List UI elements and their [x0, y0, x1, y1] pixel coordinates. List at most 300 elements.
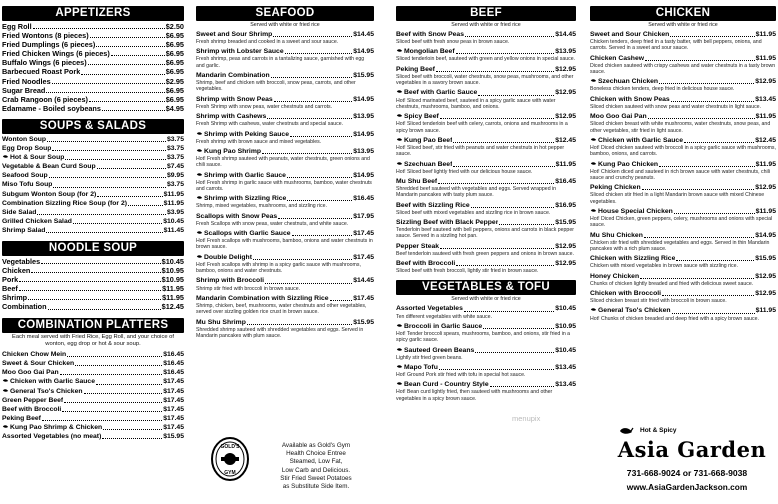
- menu-item-price: $17.45: [353, 294, 374, 302]
- leader-dots: [439, 369, 554, 370]
- leader-dots: [267, 118, 352, 119]
- menu-item-name: Broccoli in Garlic Sauce: [396, 322, 482, 331]
- menu-item-price: $17.45: [163, 423, 184, 431]
- leader-dots: [640, 278, 754, 279]
- hot-pepper-icon: [396, 88, 403, 95]
- leader-dots: [436, 71, 554, 72]
- menu-item-description: Sliced chicken sauteed with snow peas and water chestnuts in light sauce.: [590, 103, 761, 110]
- leader-dots: [46, 92, 164, 93]
- leader-dots: [499, 224, 554, 225]
- menu-item: [396, 259, 576, 268]
- leader-dots: [253, 259, 352, 260]
- hot-pepper-icon: [2, 387, 9, 394]
- menu-item-name: Beef with Snow Peas: [396, 31, 464, 38]
- menu-item-price: $15.95: [353, 72, 374, 80]
- menu-item-name: Kung Pao Chicken: [590, 160, 658, 169]
- menu-item-price: $10.95: [161, 275, 184, 285]
- menu-item: [396, 88, 576, 97]
- leader-dots: [648, 118, 755, 119]
- soups-header: SOUPS & SALADS: [2, 119, 184, 134]
- menu-item-name: Mapo Tofu: [396, 363, 438, 372]
- menu-item: [2, 162, 184, 171]
- menu-item-price: $16.45: [163, 351, 184, 359]
- leader-dots: [475, 352, 554, 353]
- menu-item-price: $16.45: [163, 369, 184, 377]
- menu-item-price: $12.95: [555, 242, 576, 250]
- leader-dots: [662, 295, 754, 296]
- menu-item: [396, 380, 576, 389]
- menu-item-name: General Tso's Chicken: [590, 306, 671, 315]
- menu-item: [2, 49, 184, 58]
- menu-item: [396, 160, 576, 169]
- menu-item-name: Seafood Soup: [2, 172, 48, 180]
- menu-item-description: Fresh shrimp breaded and cooked in a sweet and sour sauce.: [196, 39, 339, 46]
- leader-dots: [102, 438, 162, 439]
- hot-pepper-icon: [590, 160, 597, 167]
- noodle-list: [2, 257, 184, 312]
- menu-item: [396, 363, 576, 372]
- menu-item-description: Hot! Diced chicken sauteed with broccoli in a spicy garlic sauce with mushrooms, bamboo, onions, and carrots.: [590, 144, 776, 158]
- leader-dots: [464, 311, 554, 312]
- menu-item-name: Mandarin Combination with Sizzling Rice: [196, 294, 329, 302]
- leader-dots: [456, 265, 554, 266]
- menu-item-name: Fried Chicken Wings (6 pieces): [2, 49, 110, 59]
- hot-pepper-icon: [590, 306, 597, 313]
- menu-item-name: Hot & Sour Soup: [2, 153, 64, 162]
- menu-item: [2, 135, 184, 144]
- menu-item-description: Hot! Fresh shrimp in garlic sauce with mushrooms, bamboo, water chestnuts and carrots.: [196, 179, 372, 193]
- menu-item: [590, 95, 776, 104]
- menu-item-name: Sweet & Sour Chicken: [2, 360, 75, 368]
- menu-item-price: $12.95: [755, 290, 776, 298]
- menu-item-price: $11.45: [163, 226, 184, 234]
- menu-item-description: Hot! Tender broccoli spears, mushrooms, bamboo, and onions, stir fried in a spicy garlic sauce.: [396, 330, 571, 344]
- menu-item-name: Buffalo Wings (6 pieces): [2, 58, 87, 68]
- menu-item-price: $14.95: [353, 130, 374, 138]
- leader-dots: [103, 429, 162, 430]
- menu-item-price: $3.75: [166, 145, 184, 153]
- menu-item-name: Edamame - Boiled soybeans: [2, 103, 101, 113]
- menu-item: [396, 218, 576, 227]
- menu-item-name: Chicken with Broccoli: [590, 290, 662, 298]
- leader-dots: [96, 46, 164, 47]
- leader-dots: [52, 150, 166, 151]
- menu-item-price: $11.95: [755, 31, 776, 38]
- leader-dots: [102, 110, 165, 111]
- menu-item-description: Shredded beef sauteed with vegetables and eggs. Served wrapped in Mandarin pancakes with tasty plum sauce.: [396, 186, 557, 199]
- menu-item: [196, 47, 374, 56]
- menu-item-price: $14.45: [353, 31, 374, 38]
- combo-header: COMBINATION PLATTERS: [2, 318, 184, 333]
- menu-item-description: Hot! Sliced beef, stir fried with peanuts and water chestnuts in hot pepper sauce.: [396, 144, 565, 158]
- menu-item-name: Shrimp Salad: [2, 226, 46, 234]
- menu-item: [590, 136, 776, 145]
- menu-item-price: $17.45: [163, 405, 184, 413]
- leader-dots: [46, 232, 162, 233]
- leader-dots: [287, 177, 352, 178]
- menu-item: [196, 229, 374, 238]
- menu-item-description: Fresh shrimp, peas and carrots in a tantalizing sauce, garnished with egg and garlic.: [196, 56, 365, 69]
- menu-item-price: $6.95: [165, 58, 184, 68]
- combo-list: [2, 350, 184, 441]
- leader-dots: [490, 386, 555, 387]
- leader-dots: [33, 28, 165, 29]
- leader-dots: [278, 218, 352, 219]
- menu-item-name: Peking Beef: [396, 65, 435, 73]
- menu-item-price: $11.95: [755, 113, 776, 121]
- menu-item-price: $3.75: [166, 135, 184, 143]
- leader-dots: [52, 83, 165, 84]
- leader-dots: [438, 183, 554, 184]
- menu-item-name: Kung Pao Shrimp & Chicken: [2, 423, 102, 432]
- menu-item: [2, 359, 184, 368]
- appetizers-header: APPETIZERS: [2, 6, 184, 21]
- menu-item-price: $3.75: [166, 154, 184, 162]
- column-2: [196, 6, 374, 341]
- leader-dots: [75, 365, 162, 366]
- leader-dots: [247, 324, 352, 325]
- leader-dots: [47, 141, 166, 142]
- leader-dots: [19, 290, 161, 291]
- golds-gym-text: Available as Gold's Gym Health Choice Entree Steamed, Low Fat, Low Carb and Delicious. Stir Fried Sweet Potatoes as Substitute Side Item.: [280, 442, 352, 491]
- menu-item-description: Hot! Sliced beef lightly fried with our delicious house sauce.: [396, 168, 533, 175]
- leader-dots: [674, 213, 755, 214]
- column-1: [2, 6, 184, 441]
- menu-item: [2, 190, 184, 199]
- hot-pepper-icon: [196, 194, 203, 201]
- menu-item-name: House Special Chicken: [590, 207, 673, 216]
- seafood-subtitle: Served with white or fried rice: [250, 22, 320, 28]
- menu-item-name: Vegetable & Bean Curd Soup: [2, 163, 96, 171]
- menu-item: [590, 306, 776, 315]
- menu-item-price: $11.95: [755, 307, 776, 315]
- menu-item: [2, 86, 184, 95]
- veg-header: VEGETABLES & TOFU: [396, 280, 576, 295]
- leader-dots: [453, 142, 554, 143]
- menu-item-price: $2.95: [165, 76, 184, 86]
- menu-item-description: Hot! Bean curd lightly fried, then sauteed with mushrooms and other vegetables in a spicy brown sauce.: [396, 389, 553, 402]
- menu-item-name: Fried Noodles: [2, 76, 51, 86]
- menu-item: [590, 160, 776, 169]
- leader-dots: [97, 196, 162, 197]
- menu-item-price: $13.95: [353, 147, 374, 155]
- menu-item: [196, 318, 374, 327]
- leader-dots: [64, 402, 162, 403]
- menu-item-name: Beef with Sizzling Rice: [396, 201, 470, 209]
- menu-item-name: Assorted Vegetables (no meat): [2, 432, 102, 440]
- menu-item-description: Chicken tenders, deep fried in a tasty batter, with bell peppers, onions, and carrots. Served in a sweet and sour sauce.: [590, 39, 762, 52]
- leader-dots: [111, 55, 165, 56]
- menu-item-price: $17.45: [163, 378, 184, 386]
- menu-item: [590, 30, 776, 39]
- menu-item-name: Peking Beef: [2, 414, 41, 422]
- menu-item-price: $13.45: [755, 95, 776, 103]
- menu-item: [2, 293, 184, 302]
- menu-item: [590, 289, 776, 298]
- menu-item-description: Fresh Scallops with snow peas, water chestnuts, and white sauce.: [196, 220, 349, 227]
- menu-item-description: Sliced chicken breast with white mushrooms, water chestnuts, snow peas, and other vegetables, stir fried in light sauce.: [590, 121, 771, 134]
- menu-item-name: Shrimp with Lobster Sauce: [196, 48, 284, 56]
- leader-dots: [60, 374, 163, 375]
- menu-item-price: $6.95: [165, 85, 184, 95]
- menu-item-description: Shrimp stir fried with broccoli in brown sauce.: [196, 285, 301, 292]
- leader-dots: [453, 166, 554, 167]
- leader-dots: [645, 60, 755, 61]
- menu-item-name: Vegetables: [2, 256, 41, 266]
- menu-item-price: $14.95: [353, 95, 374, 103]
- menu-item-price: $12.95: [755, 272, 776, 280]
- hot-pepper-icon: [590, 207, 597, 214]
- menu-item-price: $9.95: [166, 172, 184, 180]
- menu-item: [2, 284, 184, 293]
- leader-dots: [676, 260, 754, 261]
- menu-item: [196, 112, 374, 121]
- menu-item-description: Sliced tenderloin beef, sauteed with green and yellow onions in special sauce.: [396, 56, 576, 63]
- menu-item-name: Shrimp with Cashews: [196, 113, 267, 121]
- leader-dots: [271, 77, 353, 78]
- menu-item: [2, 104, 184, 113]
- chicken-header: CHICKEN: [590, 6, 776, 21]
- menu-item-name: Barbecued Roast Pork: [2, 67, 81, 77]
- menu-item: [2, 368, 184, 377]
- menu-item: [590, 207, 776, 216]
- menu-item: [2, 423, 184, 432]
- menu-item-description: Fresh shrimp with brown sauce and mixed vegetables.: [196, 138, 322, 145]
- menu-item-price: $17.45: [353, 230, 374, 238]
- menu-item-price: $16.95: [555, 201, 576, 209]
- menu-item: [2, 199, 184, 208]
- menu-item-price: $13.45: [555, 363, 576, 371]
- chicken-list: [590, 30, 776, 322]
- chicken-subtitle: Served with white or fried rice: [648, 22, 718, 28]
- menu-item: [2, 377, 184, 386]
- leader-dots: [478, 95, 554, 96]
- menu-item: [2, 31, 184, 40]
- menu-item-name: Mongolian Beef: [396, 47, 455, 56]
- website-link[interactable]: www.AsiaGardenJackson.com: [626, 482, 748, 492]
- menu-item: [196, 130, 374, 139]
- menu-item-price: $3.75: [166, 181, 184, 189]
- menu-item: [396, 30, 576, 39]
- hot-pepper-icon: [396, 160, 403, 167]
- menu-item-name: Szechuan Chicken: [590, 77, 658, 86]
- leader-dots: [89, 101, 165, 102]
- leader-dots: [285, 53, 353, 54]
- menu-item-price: $14.45: [353, 277, 374, 285]
- hot-pepper-icon: [396, 112, 403, 119]
- hot-pepper-icon: [396, 363, 403, 370]
- menu-item-price: $10.45: [163, 217, 184, 225]
- menu-item: [396, 242, 576, 251]
- leader-dots: [671, 101, 755, 102]
- leader-dots: [128, 205, 163, 206]
- menu-item: [196, 30, 374, 39]
- menu-item-name: Kung Pao Shrimp: [196, 147, 261, 156]
- menu-item-name: Sweet and Sour Chicken: [590, 31, 670, 38]
- menu-item-price: $15.95: [353, 318, 374, 326]
- menu-item: [590, 112, 776, 121]
- leader-dots: [456, 53, 555, 54]
- menu-item-description: Hot! Sliced marinated beef, sauteed in a spicy garlic sauce with water chestnuts, mushrooms, bamboo, and onions.: [396, 97, 556, 110]
- leader-dots: [53, 187, 166, 188]
- menu-item-description: Chicken with mixed vegetables in brown sauce with sizzling rice.: [590, 263, 738, 270]
- menu-item: [2, 180, 184, 189]
- menu-item-price: $11.95: [555, 160, 576, 168]
- menu-item-name: Kung Pao Beef: [396, 136, 452, 145]
- menu-item: [2, 432, 184, 441]
- menu-item: [396, 201, 576, 210]
- leader-dots: [262, 153, 352, 154]
- seafood-list: [196, 30, 374, 339]
- menu-item-name: Grilled Chicken Salad: [2, 217, 72, 225]
- menu-item-name: Chicken Cashew: [590, 54, 645, 62]
- golds-gym-promo: [210, 434, 374, 498]
- menu-item-price: $6.95: [165, 67, 184, 77]
- menu-item-name: Spicy Beef: [396, 112, 439, 121]
- menu-item-description: Hot! Sliced tenderloin beef with celery, carrots, onions and mushrooms in a spicy brown sauce.: [396, 121, 568, 134]
- hot-pepper-icon: [196, 253, 203, 260]
- menu-item: [590, 254, 776, 263]
- menu-item-description: Sliced chicken breast stir fried with broccoli in brown sauce.: [590, 298, 727, 305]
- leader-dots: [62, 411, 162, 412]
- menu-item-name: Combination: [2, 302, 47, 312]
- menu-item-name: Chicken with Sizzling Rice: [590, 255, 676, 263]
- menu-item-description: Diced chicken sauteed with crispy cashews and water chestnuts in a tasty brown sauce.: [590, 62, 776, 76]
- menu-item-price: $17.45: [163, 414, 184, 422]
- leader-dots: [659, 83, 754, 84]
- menu-item-name: Egg Drop Soup: [2, 145, 52, 153]
- menu-item-name: Beef with Garlic Sauce: [396, 88, 477, 97]
- menu-item-name: Mu Shu Beef: [396, 177, 438, 185]
- menu-item-description: Hot! Fresh shrimp sauteed with peanuts, water chestnuts, green onions and chili sauce.: [196, 156, 370, 169]
- leader-dots: [84, 393, 163, 394]
- menu-item: [590, 77, 776, 86]
- menu-item-price: $17.95: [353, 212, 374, 220]
- menu-item-description: Lightly stir fried green beans.: [396, 354, 463, 361]
- menu-item-name: Green Pepper Beef: [2, 396, 64, 404]
- menu-item: [396, 322, 576, 331]
- menu-item: [196, 71, 374, 80]
- leader-dots: [73, 223, 162, 224]
- menu-item: [196, 194, 374, 203]
- leader-dots: [28, 299, 161, 300]
- hot-pepper-icon: [396, 47, 403, 54]
- menu-item-name: Mu Shu Chicken: [590, 231, 643, 239]
- menu-item-name: Wonton Soup: [2, 135, 47, 143]
- menu-item: [2, 22, 184, 31]
- leader-dots: [471, 207, 555, 208]
- menu-item-description: Hot! Fresh scallops with mushrooms, bamboo, onions and water chestnuts in brown sauce.: [196, 238, 373, 251]
- menu-item-name: Chicken with Snow Peas: [590, 95, 670, 103]
- menu-item: [196, 95, 374, 104]
- menu-item-description: Shrimp, mixed vegetables, mushrooms, and sizzling rice.: [196, 203, 327, 210]
- menu-item-name: Subgum Wonton Soup (for 2): [2, 190, 97, 198]
- leader-dots: [31, 272, 160, 273]
- menu-item-price: $12.45: [555, 136, 576, 144]
- menu-item-price: $12.45: [161, 302, 184, 312]
- leader-dots: [465, 36, 554, 37]
- menu-item-price: $12.95: [555, 113, 576, 121]
- menu-item-name: Chicken with Garlic Sauce: [2, 377, 95, 386]
- menu-item-price: $11.95: [755, 54, 776, 62]
- menu-item-price: $6.95: [165, 31, 184, 41]
- menu-item: [2, 153, 184, 162]
- leader-dots: [41, 263, 161, 264]
- menu-item-price: $12.95: [755, 78, 776, 86]
- watermark: menupix: [512, 414, 541, 423]
- menu-item: [2, 405, 184, 414]
- leader-dots: [37, 214, 166, 215]
- menu-item-name: Mandarin Combination: [196, 72, 270, 80]
- menu-item-price: $13.95: [555, 48, 576, 56]
- leader-dots: [642, 189, 755, 190]
- menu-item-name: Beef with Broccoli: [2, 405, 62, 413]
- menu-item-price: $11.95: [755, 207, 776, 215]
- menu-item-name: Crab Rangoon (6 pieces): [2, 94, 88, 104]
- menu-item-description: Fresh Shrimp with snow peas, water chestnuts and carrots.: [196, 103, 333, 110]
- column-3: [396, 6, 576, 404]
- beef-list: [396, 30, 576, 274]
- menu-item-name: Pepper Steak: [396, 242, 440, 250]
- menu-item: [2, 95, 184, 104]
- menu-item-description: Tenderloin beef sauteed with bell peppers, onions and carrots in black pepper sauce. Served in a sizzling hot pan.: [396, 227, 574, 240]
- menu-item-description: Chicken stir fried with shredded vegetables and eggs. Served in thin Mandarin pancakes with a rich plum sauce.: [590, 239, 770, 252]
- menu-item: [2, 350, 184, 359]
- menu-item: [196, 212, 374, 221]
- menu-item-price: $17.45: [353, 253, 374, 261]
- menu-item: [2, 77, 184, 86]
- menu-item: [396, 65, 576, 74]
- leader-dots: [290, 136, 352, 137]
- phone-numbers[interactable]: 731-668-9024 or 731-668-9038: [626, 468, 748, 478]
- menu-item: [2, 208, 184, 217]
- hot-pepper-icon: [396, 346, 403, 353]
- leader-dots: [644, 237, 754, 238]
- leader-dots: [65, 159, 166, 160]
- menu-item-name: Egg Roll: [2, 22, 32, 31]
- leader-dots: [684, 142, 754, 143]
- leader-dots: [672, 313, 755, 314]
- seafood-header: SEAFOOD: [196, 6, 374, 21]
- hot-pepper-icon: [590, 77, 597, 84]
- menu-item-name: Chicken: [2, 266, 31, 276]
- leader-dots: [90, 37, 165, 38]
- menu-item-price: $15.95: [163, 432, 184, 440]
- hot-pepper-icon: [196, 130, 203, 137]
- hot-pepper-icon: [196, 171, 203, 178]
- menu-item-price: $6.95: [165, 49, 184, 59]
- leader-dots: [273, 36, 352, 37]
- menu-item-name: Moo Goo Gai Pan: [2, 369, 59, 377]
- menu-item-name: Sweet and Sour Shrimp: [196, 31, 273, 38]
- menu-item: [2, 144, 184, 153]
- menu-item-name: Double Delight: [196, 253, 252, 262]
- menu-item-price: $3.95: [166, 208, 184, 216]
- svg-text:GOLD'S: GOLD'S: [220, 444, 240, 450]
- menu-item: [196, 253, 374, 262]
- menu-item-price: $12.95: [555, 89, 576, 97]
- menu-item-description: Sliced beef with fresh snow peas in brown sauce.: [396, 39, 510, 46]
- menu-item: [2, 414, 184, 423]
- menu-item: [2, 217, 184, 226]
- hot-pepper-icon: [618, 426, 634, 436]
- menu-item-name: Shrimp with Snow Peas: [196, 95, 273, 103]
- hot-pepper-icon: [196, 229, 203, 236]
- menu-item-name: Chicken Chow Mein: [2, 351, 67, 359]
- leader-dots: [483, 328, 554, 329]
- menu-item-description: Sliced beef with mixed vegetables and sizzling rice in brown sauce.: [396, 209, 551, 216]
- menu-item-name: Sauteed Green Beans: [396, 346, 474, 355]
